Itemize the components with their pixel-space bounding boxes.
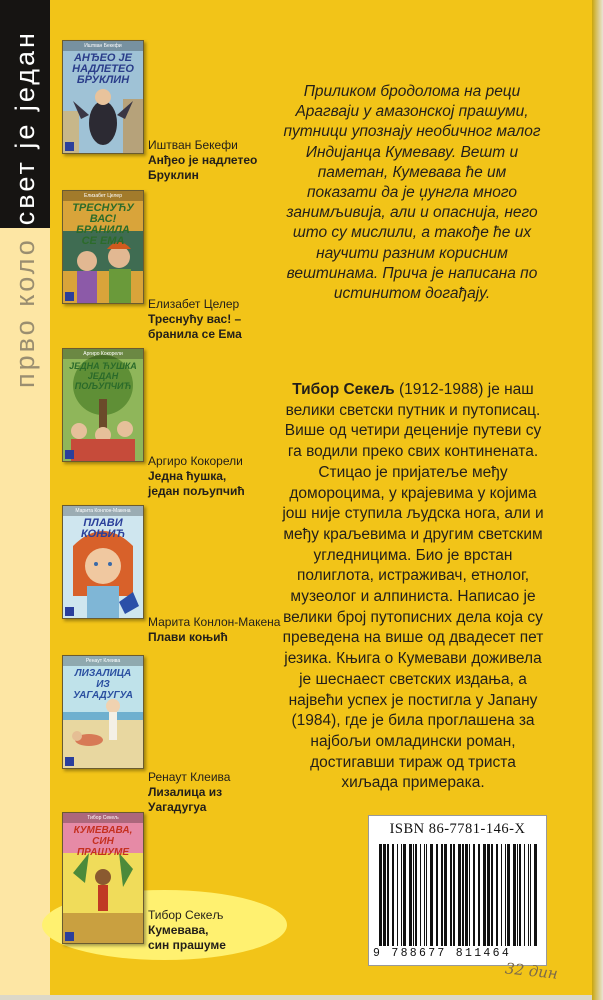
barcode-bar <box>524 844 525 946</box>
barcode-bar <box>436 844 438 946</box>
book-entry-2 <box>148 297 242 342</box>
barcode-bar <box>415 844 417 946</box>
cover-title: ТРЕСНУЋУ ВАС! БРАНИЛА СЕ ЕМА <box>72 202 134 247</box>
barcode-bar <box>441 844 443 946</box>
book-author: Тибор Секељ <box>148 908 224 922</box>
barcode-bar <box>496 844 498 946</box>
book-author: Аргиро Кокорели <box>148 454 243 468</box>
book-title: Једна ћушка, један пољупчић <box>148 469 245 498</box>
barcode-bar <box>462 844 464 946</box>
barcode-bar <box>487 844 490 946</box>
barcode-bar <box>450 844 452 946</box>
barcode-bar <box>379 844 382 946</box>
barcode-bar <box>426 844 427 946</box>
barcode-bar <box>465 844 468 946</box>
barcode-bar <box>403 844 406 946</box>
author-name: Тибор Секељ <box>292 381 395 398</box>
book-author: Елизабет Целер <box>148 297 240 311</box>
book-entry-5 <box>148 770 230 815</box>
barcode-bar <box>469 844 470 946</box>
barcode-bar <box>444 844 447 946</box>
cover-author: Тибор Секељ <box>63 813 143 823</box>
cover-title: ЈЕДНА ЋУШКА ЈЕДАН ПОЉУПЧИЋ <box>69 361 137 391</box>
barcode-bar <box>453 844 455 946</box>
barcode-bar <box>530 844 531 946</box>
barcode-bar <box>534 844 537 946</box>
cover-title: КУМЕВАВА, СИН ПРАШУМЕ <box>73 825 133 858</box>
publisher-logo-icon <box>65 292 74 301</box>
barcode-bar <box>424 844 425 946</box>
book-cover-2 <box>62 190 144 304</box>
series-part-2: свет је један <box>10 30 40 226</box>
cover-author: Елизабет Целер <box>63 191 143 201</box>
barcode-bar <box>473 844 475 946</box>
barcode-bar <box>501 844 502 946</box>
book-title: Лизалица из Уагадугуа <box>148 785 223 814</box>
publisher-logo-icon <box>65 142 74 151</box>
publisher-logo-icon <box>65 932 74 941</box>
book-cover-5 <box>62 655 144 769</box>
barcode-bar <box>507 844 510 946</box>
cover-author: Ренаут Клеива <box>63 656 143 666</box>
publisher-logo-icon <box>65 450 74 459</box>
isbn-label: ISBN 86-7781-146-X <box>389 821 526 837</box>
book-entry-3 <box>148 454 245 499</box>
barcode-bar <box>491 844 493 946</box>
cover-title: АНЂЕО ЈЕ НАДЛЕТЕО БРУКЛИН <box>72 52 134 86</box>
book-cover-1 <box>62 40 144 154</box>
book-title: Треснућу вас! – бранила се Ема <box>148 312 242 341</box>
series-part-1: прво коло <box>10 237 40 388</box>
book-title: Кумевава, син прашуме <box>148 923 226 952</box>
cover-author: Иштван Бекефи <box>63 41 143 51</box>
book-author: Марита Конлон-Макена <box>148 615 281 629</box>
author-bio <box>282 380 544 794</box>
barcode-bar <box>397 844 398 946</box>
barcode-bar <box>430 844 433 946</box>
book-title: Анђео је надлетео Бруклин <box>148 153 258 182</box>
barcode-bar <box>401 844 402 946</box>
barcode-bar <box>513 844 516 946</box>
book-title: Плави коњић <box>148 630 228 644</box>
barcode-bar <box>519 844 521 946</box>
book-entry-4 <box>148 615 280 645</box>
book-cover-6 <box>62 812 144 944</box>
page-edge <box>592 0 603 1000</box>
barcode-bar <box>478 844 480 946</box>
handwritten-price: 32 дин <box>504 959 559 983</box>
cover-title: ЛИЗАЛИЦА ИЗ УАГАДУГУА <box>73 668 133 701</box>
cover-author: Аргиро Кокорели <box>63 349 143 359</box>
barcode-bar <box>392 844 394 946</box>
isbn-block <box>368 815 547 966</box>
cover-title: ПЛАВИ КОЊИЋ <box>81 517 125 540</box>
book-entry-1 <box>148 138 257 183</box>
publisher-logo-icon <box>65 607 74 616</box>
barcode-bar <box>383 844 386 946</box>
book-author: Ренаут Клеива <box>148 770 231 784</box>
book-author: Иштван Бекефи <box>148 138 238 152</box>
barcode <box>377 844 537 946</box>
book-entry-6 <box>148 908 226 953</box>
barcode-bar <box>458 844 461 946</box>
publisher-logo-icon <box>65 757 74 766</box>
barcode-bar <box>409 844 412 946</box>
book-cover-4 <box>62 505 144 619</box>
cover-author: Марита Конлон-Макена <box>63 506 143 516</box>
barcode-bar <box>387 844 389 946</box>
barcode-bar <box>420 844 421 946</box>
barcode-bar <box>517 844 518 946</box>
barcode-bar <box>483 844 486 946</box>
barcode-digits: 9 788677 811464 <box>373 947 512 960</box>
barcode-bar <box>413 844 414 946</box>
barcode-bar <box>505 844 506 946</box>
book-blurb: Приликом бродолома на реци Арагваји у амазонској прашуми, путници упознају необичног малог Индијанца Кумеваву. Вешт и паметан, Кумевава ће им показати да је џунгла много занимљивија, али и опаснија, него што су мислили, а такође ће их научити разним корисним вештинама. Прича је написана по истинитом догађају. <box>283 83 541 303</box>
barcode-bar <box>528 844 529 946</box>
book-cover-3 <box>62 348 144 462</box>
author-bio-text: (1912-1988) је наш велики светски путник и путописац. Више од четири деценије путеви су га водили преко свих континената. Стицао је пријатеље међу домороцима, у крајевима у којима још није ступила људска нога, али и међу краљевима и другим светским угледницима. Био је врстан полиглота, истраживач, етнолог, музеолог и алпиниста. Написао је велики број путописних дела која су преведена на више од двадесет пет језика. Књига о Кумевави доживела је шеснаест светских издања, а највећи успех је постигла у Јапану (1984), где је била проглашена за најбољи омладински роман, достигавши тираж од триста хиљада примерака. <box>282 381 544 792</box>
